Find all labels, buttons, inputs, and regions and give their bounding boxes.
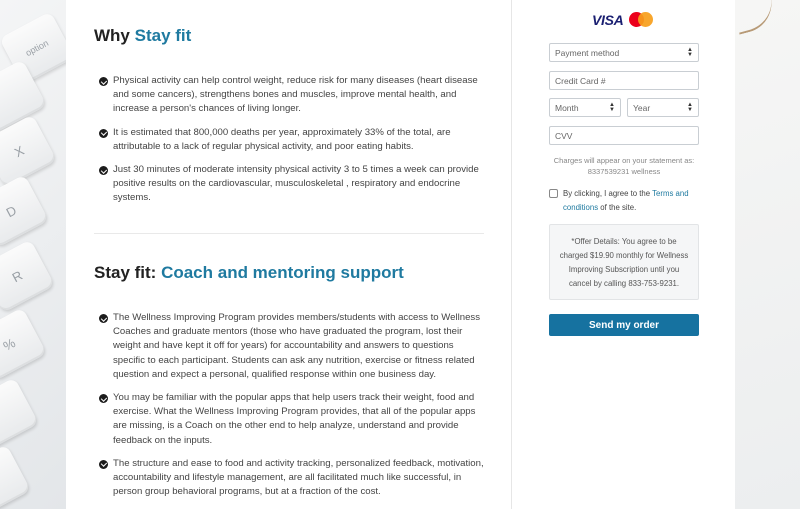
- check-circle-icon: [99, 460, 108, 469]
- cable-decoration: [732, 0, 778, 35]
- title-plain: Stay fit:: [94, 263, 162, 282]
- offer-details: *Offer Details: You agree to be charged $19.90 monthly for Wellness Improving Subscription until you cancel by calling 833-753-9231.: [549, 224, 699, 300]
- keyboard-background: [0, 0, 66, 509]
- title-plain: Why: [94, 26, 135, 45]
- check-circle-icon: [99, 166, 108, 175]
- list-item: Just 30 minutes of moderate intensity physical activity 3 to 5 times a week can provide positive results on the cardiovascular, musculoskeletal , respiratory and endocrine systems.: [99, 163, 484, 206]
- why-stay-fit-list: [99, 74, 484, 215]
- main-content: [66, 0, 511, 509]
- visa-logo: VISA: [592, 12, 624, 28]
- check-circle-icon: [99, 314, 108, 323]
- keyboard-key: D: [0, 174, 49, 247]
- terms-agreement: [549, 187, 699, 214]
- title-accent: Stay fit: [134, 26, 192, 45]
- check-circle-icon: [99, 394, 108, 403]
- list-item: The structure and ease to food and activity tracking, personalized feedback, motivation, accountability and lifestyle management, are all facilitated much like successful, in person group behavioral programs, but at a fraction of the cost.: [99, 457, 484, 500]
- mastercard-logo: [629, 12, 653, 28]
- statement-note-line2: 8337539231 wellness: [587, 166, 661, 176]
- keyboard-key: [0, 377, 39, 450]
- check-circle-icon: [99, 77, 108, 86]
- month-select[interactable]: [549, 98, 621, 117]
- keyboard-key: option: [0, 11, 66, 84]
- section-divider: [94, 233, 484, 234]
- credit-card-input[interactable]: [549, 71, 699, 90]
- select-arrows-icon: ▲ ▼: [609, 101, 615, 113]
- payment-method-select[interactable]: [549, 43, 699, 62]
- keyboard-key: R: [0, 239, 55, 312]
- section-title-coach-mentoring: [94, 263, 404, 283]
- year-value: Year: [633, 102, 651, 113]
- keyboard-key: [0, 444, 31, 509]
- list-item: It is estimated that 800,000 deaths per year, approximately 33% of the total, are attributable to a lack of regular physical activity, and poor eating habits.: [99, 126, 484, 154]
- send-order-button[interactable]: Send my order: [549, 314, 699, 336]
- list-item: Physical activity can help control weight, reduce risk for many diseases (heart disease and some cancers), strengthens bones and muscles, improve mental health, and increase a person's chances of living longer.: [99, 74, 484, 117]
- year-select[interactable]: [627, 98, 699, 117]
- coach-mentoring-list: [99, 311, 484, 508]
- credit-card-placeholder: Credit Card #: [555, 75, 606, 86]
- desk-background: [735, 0, 800, 509]
- keyboard-key: X: [0, 114, 57, 187]
- select-arrows-icon: ▲ ▼: [687, 101, 693, 113]
- list-item: You may be familiar with the popular apps that help users track their weight, food and exercise. What the Wellness Improving Program provides, that all of the popular apps are missing, is a Coach on the other end to help analyze, understand and provide feedback on the inputs.: [99, 391, 484, 448]
- card-brands: [592, 12, 653, 28]
- select-arrows-icon: ▲ ▼: [687, 46, 693, 58]
- statement-note-line1: Charges will appear on your statement as:: [553, 156, 695, 165]
- agree-suffix: of the site.: [598, 202, 637, 212]
- keyboard-key: %: [0, 307, 47, 380]
- terms-link[interactable]: Terms and conditions: [563, 189, 689, 212]
- payment-form: [511, 0, 735, 509]
- cvv-input[interactable]: [549, 126, 699, 145]
- month-value: Month: [555, 102, 579, 113]
- title-accent: Coach and mentoring support: [161, 263, 404, 282]
- payment-method-value: Payment method: [555, 47, 620, 58]
- list-item: The Wellness Improving Program provides members/students with access to Wellness Coaches and graduate mentors (those who have graduated the program, lost their weight and have kept it off for years) for accountability and answers to questions specific to each participant. Students can ask any nutrition, exercise or fitness related question and expect a personal, qualified response within one business day.: [99, 311, 484, 382]
- cvv-placeholder: CVV: [555, 130, 573, 141]
- check-circle-icon: [99, 129, 108, 138]
- section-title-why-stay-fit: [94, 26, 191, 46]
- agree-prefix: By clicking, I agree to the: [563, 189, 653, 198]
- statement-note: [549, 156, 699, 177]
- terms-checkbox[interactable]: [549, 189, 558, 198]
